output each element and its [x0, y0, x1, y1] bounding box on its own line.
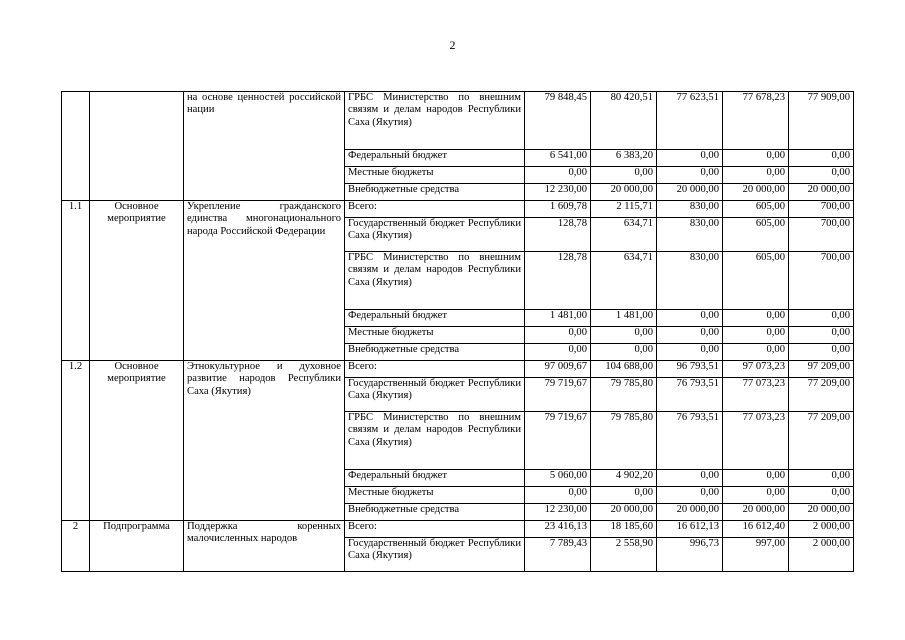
amount-cell: 0,00: [789, 344, 854, 361]
amount-cell: 2 000,00: [789, 538, 854, 572]
item-number: 2: [62, 521, 90, 572]
amount-cell: 0,00: [723, 150, 789, 167]
item-number: 1.2: [62, 361, 90, 521]
amount-cell: 77 623,51: [657, 92, 723, 150]
amount-cell: 6 383,20: [591, 150, 657, 167]
funding-source: Всего:: [345, 361, 525, 378]
item-name: Этнокультурное и духовное развитие народов Республики Саха (Якутия): [184, 361, 345, 521]
item-name: Поддержка коренных малочисленных народов: [184, 521, 345, 572]
funding-source: Внебюджетные средства: [345, 184, 525, 201]
amount-cell: 20 000,00: [591, 184, 657, 201]
funding-source: Федеральный бюджет: [345, 470, 525, 487]
funding-source: Всего:: [345, 521, 525, 538]
amount-cell: 79 785,80: [591, 412, 657, 470]
amount-cell: 605,00: [723, 201, 789, 218]
amount-cell: 79 719,67: [525, 412, 591, 470]
amount-cell: 0,00: [657, 167, 723, 184]
amount-cell: 634,71: [591, 218, 657, 252]
table-row: [62, 361, 854, 378]
funding-source: Внебюджетные средства: [345, 344, 525, 361]
item-type: Основное мероприятие: [90, 201, 184, 361]
amount-cell: 0,00: [657, 487, 723, 504]
amount-cell: 77 209,00: [789, 412, 854, 470]
amount-cell: 6 541,00: [525, 150, 591, 167]
amount-cell: 23 416,13: [525, 521, 591, 538]
amount-cell: 77 073,23: [723, 412, 789, 470]
amount-cell: 0,00: [591, 344, 657, 361]
funding-source: ГРБС Министерство по внешним связям и делам народов Республики Саха (Якутия): [345, 412, 525, 470]
amount-cell: 700,00: [789, 218, 854, 252]
amount-cell: 0,00: [525, 487, 591, 504]
amount-cell: 0,00: [723, 487, 789, 504]
amount-cell: 0,00: [723, 344, 789, 361]
amount-cell: 7 789,43: [525, 538, 591, 572]
funding-source: Внебюджетные средства: [345, 504, 525, 521]
amount-cell: 79 785,80: [591, 378, 657, 412]
amount-cell: 16 612,13: [657, 521, 723, 538]
amount-cell: 0,00: [789, 487, 854, 504]
amount-cell: 0,00: [723, 327, 789, 344]
amount-cell: 0,00: [591, 327, 657, 344]
amount-cell: 0,00: [591, 487, 657, 504]
amount-cell: 12 230,00: [525, 504, 591, 521]
amount-cell: 77 678,23: [723, 92, 789, 150]
amount-cell: 2 558,90: [591, 538, 657, 572]
table-row: [62, 201, 854, 218]
amount-cell: 5 060,00: [525, 470, 591, 487]
amount-cell: 0,00: [789, 327, 854, 344]
amount-cell: 700,00: [789, 201, 854, 218]
amount-cell: 20 000,00: [657, 184, 723, 201]
amount-cell: 0,00: [525, 344, 591, 361]
amount-cell: 76 793,51: [657, 412, 723, 470]
amount-cell: 20 000,00: [591, 504, 657, 521]
amount-cell: 634,71: [591, 252, 657, 310]
amount-cell: 997,00: [723, 538, 789, 572]
amount-cell: 0,00: [789, 470, 854, 487]
item-name: на основе ценностей российской нации: [184, 92, 345, 201]
funding-source: Местные бюджеты: [345, 327, 525, 344]
amount-cell: 2 000,00: [789, 521, 854, 538]
amount-cell: 1 481,00: [525, 310, 591, 327]
amount-cell: 0,00: [723, 470, 789, 487]
item-type: Основное мероприятие: [90, 361, 184, 521]
amount-cell: 77 909,00: [789, 92, 854, 150]
amount-cell: 20 000,00: [789, 184, 854, 201]
amount-cell: 700,00: [789, 252, 854, 310]
amount-cell: 0,00: [657, 470, 723, 487]
amount-cell: 830,00: [657, 252, 723, 310]
amount-cell: 605,00: [723, 252, 789, 310]
amount-cell: 0,00: [789, 167, 854, 184]
amount-cell: 76 793,51: [657, 378, 723, 412]
funding-source: Всего:: [345, 201, 525, 218]
amount-cell: 605,00: [723, 218, 789, 252]
amount-cell: 0,00: [789, 150, 854, 167]
amount-cell: 20 000,00: [723, 184, 789, 201]
amount-cell: 0,00: [525, 167, 591, 184]
amount-cell: 0,00: [657, 344, 723, 361]
amount-cell: 0,00: [591, 167, 657, 184]
funding-source: Государственный бюджет Республики Саха (Якутия): [345, 218, 525, 252]
funding-source: Местные бюджеты: [345, 167, 525, 184]
amount-cell: 2 115,71: [591, 201, 657, 218]
item-number: 1.1: [62, 201, 90, 361]
amount-cell: 128,78: [525, 218, 591, 252]
amount-cell: 18 185,60: [591, 521, 657, 538]
amount-cell: 0,00: [723, 310, 789, 327]
amount-cell: 20 000,00: [723, 504, 789, 521]
item-type: Подпрограмма: [90, 521, 184, 572]
amount-cell: 0,00: [657, 327, 723, 344]
budget-table: [61, 91, 854, 572]
amount-cell: 79 719,67: [525, 378, 591, 412]
amount-cell: 0,00: [723, 167, 789, 184]
funding-source: ГРБС Министерство по внешним связям и делам народов Республики Саха (Якутия): [345, 252, 525, 310]
funding-source: ГРБС Министерство по внешним связям и делам народов Республики Саха (Якутия): [345, 92, 525, 150]
amount-cell: 79 848,45: [525, 92, 591, 150]
amount-cell: 4 902,20: [591, 470, 657, 487]
item-type: [90, 92, 184, 201]
table-row: [62, 521, 854, 538]
item-number: [62, 92, 90, 201]
amount-cell: 16 612,40: [723, 521, 789, 538]
amount-cell: 20 000,00: [789, 504, 854, 521]
amount-cell: 97 209,00: [789, 361, 854, 378]
amount-cell: 996,73: [657, 538, 723, 572]
amount-cell: 128,78: [525, 252, 591, 310]
amount-cell: 97 009,67: [525, 361, 591, 378]
funding-source: Федеральный бюджет: [345, 150, 525, 167]
page-number: 2: [449, 38, 456, 52]
amount-cell: 0,00: [657, 310, 723, 327]
amount-cell: 12 230,00: [525, 184, 591, 201]
amount-cell: 96 793,51: [657, 361, 723, 378]
budget-table-body: [62, 92, 854, 572]
amount-cell: 830,00: [657, 201, 723, 218]
amount-cell: 20 000,00: [657, 504, 723, 521]
amount-cell: 97 073,23: [723, 361, 789, 378]
amount-cell: 0,00: [789, 310, 854, 327]
funding-source: Федеральный бюджет: [345, 310, 525, 327]
amount-cell: 104 688,00: [591, 361, 657, 378]
amount-cell: 80 420,51: [591, 92, 657, 150]
amount-cell: 77 209,00: [789, 378, 854, 412]
funding-source: Государственный бюджет Республики Саха (Якутия): [345, 538, 525, 572]
amount-cell: 1 609,78: [525, 201, 591, 218]
table-row: [62, 92, 854, 150]
funding-source: Местные бюджеты: [345, 487, 525, 504]
amount-cell: 77 073,23: [723, 378, 789, 412]
funding-source: Государственный бюджет Республики Саха (Якутия): [345, 378, 525, 412]
item-name: Укрепление гражданского единства многонационального народа Российской Федерации: [184, 201, 345, 361]
amount-cell: 0,00: [657, 150, 723, 167]
amount-cell: 0,00: [525, 327, 591, 344]
amount-cell: 830,00: [657, 218, 723, 252]
amount-cell: 1 481,00: [591, 310, 657, 327]
